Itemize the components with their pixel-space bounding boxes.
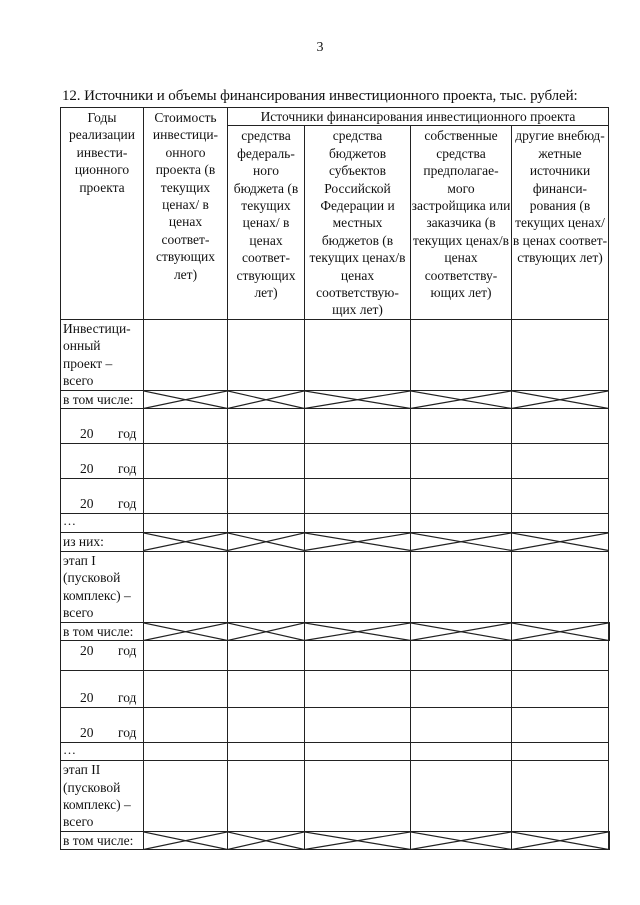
crossed-cell: [228, 390, 305, 408]
row-label-year: 20 год: [61, 641, 144, 671]
crossed-cell: [305, 390, 411, 408]
row-label-year: 20 год: [61, 708, 144, 743]
table-row: [61, 444, 610, 479]
crossed-cell: [305, 622, 411, 640]
table-row: [61, 409, 610, 444]
crossed-cell: [228, 533, 305, 551]
financing-table: [60, 107, 610, 850]
table-row: [61, 390, 610, 408]
table-row: [61, 551, 610, 622]
crossed-cell: [411, 533, 512, 551]
crossed-cell: [512, 533, 609, 551]
row-label-including: в том числе:: [61, 831, 144, 849]
row-label-ellipsis: …: [61, 514, 144, 533]
table-row: [61, 743, 610, 761]
crossed-cell: [411, 622, 512, 640]
header-regional: средства бюджетов субъектов Российской Федерации и местных бюджетов (в текущих ценах/в ценах соответствую-щих лет): [305, 126, 411, 319]
header-developer: собственные средства предполагае-мого застройщика или заказчика (в текущих ценах/в ценах соответству-ющих лет): [411, 126, 512, 319]
row-label-including: в том числе:: [61, 390, 144, 408]
header-sources-title: Источники финансирования инвестиционного проекта: [228, 108, 609, 126]
crossed-cell: [144, 622, 228, 640]
row-label-ellipsis: …: [61, 743, 144, 761]
crossed-cell: [228, 831, 305, 849]
crossed-cell: [305, 831, 411, 849]
header-row-top: [61, 108, 610, 126]
page-number: 3: [316, 40, 324, 55]
row-label-of-which: из них:: [61, 533, 144, 551]
crossed-cell: [609, 622, 610, 640]
crossed-cell: [512, 390, 609, 408]
row-label-year: 20 год: [61, 409, 144, 444]
row-label-year: 20 год: [61, 444, 144, 479]
table-row: [61, 479, 610, 514]
table-row: [61, 831, 610, 849]
header-years: Годы реализации инвести-ционного проекта: [61, 108, 144, 320]
header-cost: Стоимость инвестици-онного проекта (в текущих ценах/ в ценах соответ-ствующих лет): [144, 108, 228, 320]
crossed-cell: [305, 533, 411, 551]
row-label-stage2-total: этап II (пусковой комплекс) – всего: [61, 761, 144, 832]
table-row: [61, 319, 610, 390]
table-row: [61, 761, 610, 832]
header-other: другие внебюд-жетные источники финанси-рования (в текущих ценах/в ценах соответ-ствующих лет): [512, 126, 609, 319]
crossed-cell: [144, 533, 228, 551]
table-row: [61, 533, 610, 551]
table-row: [61, 641, 610, 671]
crossed-cell: [512, 622, 609, 640]
crossed-cell: [609, 831, 610, 849]
crossed-cell: [411, 390, 512, 408]
row-label-including: в том числе:: [61, 622, 144, 640]
table-row: [61, 671, 610, 708]
row-label-project-total: Инвестици-онный проект – всего: [61, 319, 144, 390]
crossed-cell: [411, 831, 512, 849]
row-label-stage1-total: этап I (пусковой комплекс) – всего: [61, 551, 144, 622]
crossed-cell: [512, 831, 609, 849]
table-row: [61, 708, 610, 743]
crossed-cell: [144, 390, 228, 408]
row-label-year: 20 год: [61, 671, 144, 708]
row-label-year: 20 год: [61, 479, 144, 514]
table-row: [61, 622, 610, 640]
table-row: [61, 514, 610, 533]
crossed-cell: [228, 622, 305, 640]
header-federal: средства федераль-ного бюджета (в текущих ценах/ в ценах соответ-ствующих лет): [228, 126, 305, 319]
crossed-cell: [144, 831, 228, 849]
section-heading: 12. Источники и объемы финансирования инвестиционного проекта, тыс. рублей:: [62, 88, 578, 104]
